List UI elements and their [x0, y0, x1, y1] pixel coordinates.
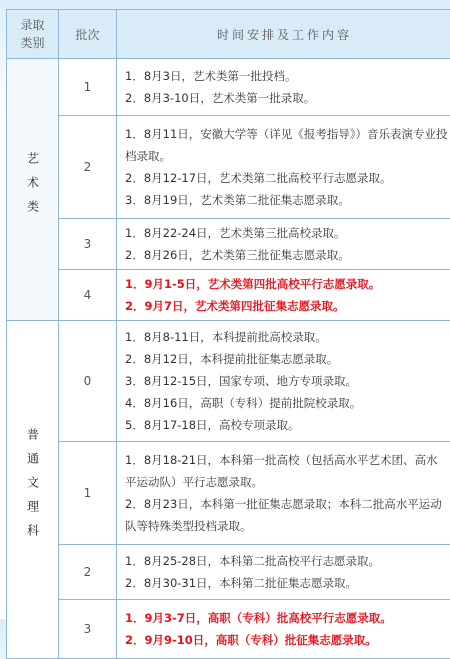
schedule-line: 3．8月12-15日，国家专项、地方专项录取。 — [125, 370, 448, 392]
schedule-line: 1．8月3日，艺术类第一批投档。 — [125, 65, 448, 87]
schedule-line-highlight: 1．9月3-7日，高职（专科）批高校平行志愿录取。 — [125, 607, 448, 629]
content-cell — [117, 321, 450, 442]
content-cell — [117, 219, 450, 270]
content-cell — [117, 270, 450, 321]
category-label-art: 艺术类 — [26, 152, 40, 224]
schedule-line: 2．8月30-31日，本科第二批征集志愿录取。 — [125, 572, 448, 594]
content-cell — [117, 442, 450, 545]
header-row — [7, 10, 450, 59]
header-content: 时间安排及工作内容 — [117, 10, 450, 59]
schedule-line: 3．8月19日，艺术类第二批征集志愿录取。 — [125, 189, 448, 211]
table-row — [7, 116, 450, 219]
schedule-line: 1．8月18-21日，本科第一批高校（包括高水平艺术团、高水平运动队）平行志愿录取。 — [125, 449, 448, 493]
batch-cell: 2 — [59, 116, 117, 219]
schedule-line: 2．8月23日，本科第一批征集志愿录取；本科二批高水平运动队等特殊类型投档录取。 — [125, 493, 448, 537]
table-row — [7, 545, 450, 600]
content-cell — [117, 600, 450, 659]
header-category — [7, 10, 59, 59]
schedule-line: 1．8月25-28日，本科第二批高校平行志愿录取。 — [125, 550, 448, 572]
schedule-line: 1．8月22-24日，艺术类第三批高校录取。 — [125, 222, 448, 244]
table-row — [7, 321, 450, 442]
schedule-line: 5．8月17-18日，高校专项录取。 — [125, 414, 448, 436]
schedule-line: 4．8月16日，高职（专科）提前批院校录取。 — [125, 392, 448, 414]
table-row — [7, 442, 450, 545]
admission-schedule-table — [6, 9, 450, 659]
batch-cell: 2 — [59, 545, 117, 600]
schedule-line: 1．8月11日，安徽大学等（详见《报考指导》）音乐表演专业投档录取。 — [125, 123, 448, 167]
batch-cell: 3 — [59, 600, 117, 659]
header-batch: 批次 — [59, 10, 117, 59]
schedule-line-highlight: 2．9月9-10日，高职（专科）批征集志愿录取。 — [125, 629, 448, 651]
table-row — [7, 270, 450, 321]
category-cell-general — [7, 321, 59, 659]
batch-cell: 0 — [59, 321, 117, 442]
schedule-line-highlight: 1．9月1-5日，艺术类第四批高校平行志愿录取。 — [125, 273, 448, 295]
schedule-line: 1．8月8-11日，本科提前批高校录取。 — [125, 326, 448, 348]
category-label-general: 普通文理科 — [26, 428, 40, 548]
schedule-line: 2．8月3-10日，艺术类第一批录取。 — [125, 87, 448, 109]
schedule-line: 2．8月12日，本科提前批征集志愿录取。 — [125, 348, 448, 370]
schedule-line: 2．8月12-17日，艺术类第二批高校平行志愿录取。 — [125, 167, 448, 189]
batch-cell: 1 — [59, 442, 117, 545]
table-row — [7, 600, 450, 659]
batch-cell: 1 — [59, 59, 117, 116]
schedule-line-highlight: 2．9月7日，艺术类第四批征集志愿录取。 — [125, 295, 448, 317]
table-row — [7, 219, 450, 270]
header-category-line2: 类别 — [7, 34, 58, 52]
content-cell — [117, 59, 450, 116]
content-cell — [117, 545, 450, 600]
content-cell — [117, 116, 450, 219]
schedule-line: 2．8月26日，艺术类第三批征集志愿录取。 — [125, 244, 448, 266]
batch-cell: 4 — [59, 270, 117, 321]
header-category-line1: 录取 — [7, 16, 58, 34]
table-row — [7, 59, 450, 116]
batch-cell: 3 — [59, 219, 117, 270]
category-cell-art — [7, 59, 59, 321]
